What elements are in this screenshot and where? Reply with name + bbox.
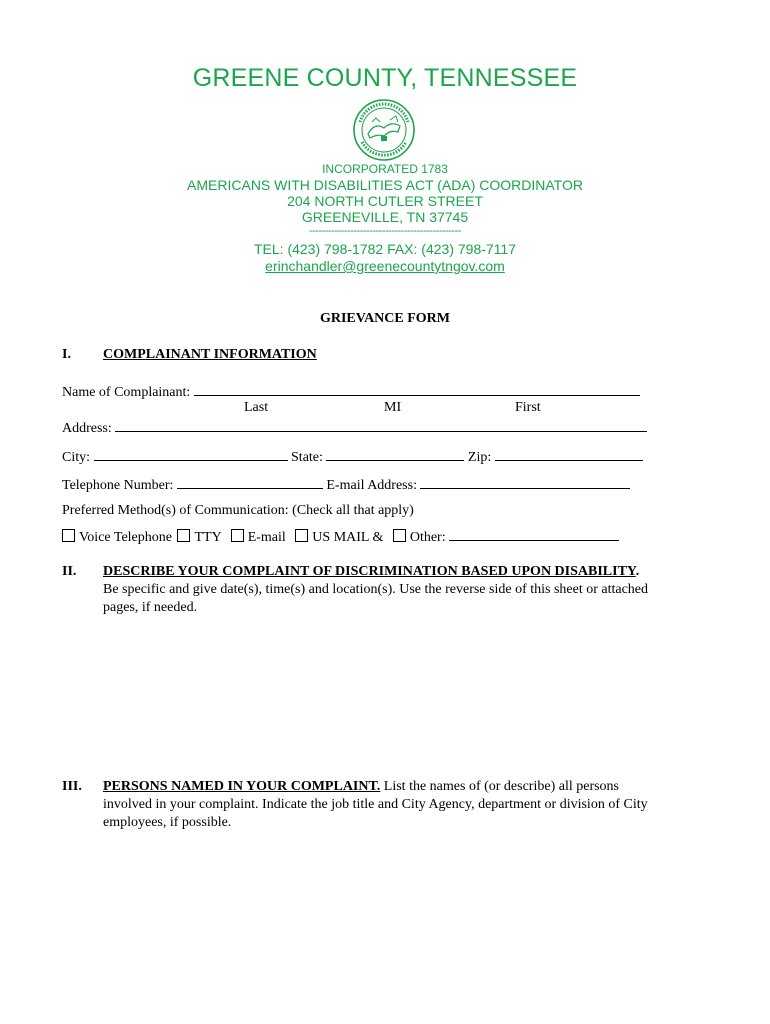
email-label: E-mail Address: (326, 478, 417, 493)
name-label: Name of Complainant: (62, 385, 191, 400)
section3-line1-rest: List the names of (or describe) all persons (380, 779, 620, 794)
phone-label: Telephone Number: (62, 478, 174, 493)
tty-label: TTY (194, 530, 222, 545)
voice-telephone-checkbox[interactable] (62, 529, 75, 542)
persons-named-area[interactable] (103, 840, 693, 1000)
section2-heading: DESCRIBE YOUR COMPLAINT OF DISCRIMINATION BASED UPON DISABILITY (103, 564, 636, 579)
name-sub-first: First (515, 400, 541, 415)
communication-options (62, 528, 619, 546)
email-link[interactable]: erinchandler@greenecountytngov.com (265, 258, 505, 274)
name-sub-last: Last (244, 400, 269, 415)
street-line: 204 NORTH CUTLER STREET (287, 193, 483, 209)
header-divider: ------------------------------------------------ (309, 225, 461, 237)
section3-line3: employees, if possible. (103, 815, 232, 830)
tty-checkbox[interactable] (177, 529, 190, 542)
city-line: GREENEVILLE, TN 37745 (301, 209, 469, 225)
section3-line2: involved in your complaint. Indicate the job title and City Agency, department or division of City (103, 797, 648, 812)
city-state-zip-row (62, 448, 643, 466)
email-field[interactable] (420, 476, 630, 489)
zip-field[interactable] (495, 448, 643, 461)
county-title: GREENE COUNTY, TENNESSEE (192, 64, 578, 92)
incorporated-text: INCORPORATED 1783 (322, 162, 448, 176)
section3-line1 (103, 778, 648, 796)
other-label: Other: (409, 530, 446, 545)
other-field[interactable] (449, 528, 619, 541)
name-field[interactable] (194, 383, 640, 396)
state-field[interactable] (326, 448, 464, 461)
voice-telephone-label: Voice Telephone (79, 530, 172, 545)
phone-fax-line: TEL: (423) 798-1782 FAX: (423) 798-7117 (253, 241, 516, 257)
state-label: State: (291, 450, 323, 465)
section2-heading-end: . (635, 564, 640, 579)
zip-label: Zip: (467, 450, 492, 465)
phone-email-row (62, 476, 630, 494)
address-label: Address: (62, 421, 112, 436)
email-checkbox[interactable] (231, 529, 244, 542)
phone-field[interactable] (177, 476, 323, 489)
name-row (62, 383, 640, 401)
section1-number: I. (62, 347, 71, 362)
email-option-label: E-mail (247, 530, 286, 545)
section2-number: II. (62, 564, 77, 579)
section1-heading: COMPLAINANT INFORMATION (103, 347, 317, 362)
section3-number: III. (62, 779, 82, 794)
us-mail-checkbox[interactable] (295, 529, 308, 542)
complaint-description-area[interactable] (103, 625, 693, 765)
section2-line2: pages, if needed. (103, 600, 198, 615)
section2-instructions (103, 581, 648, 617)
form-title: GRIEVANCE FORM (319, 311, 451, 326)
city-label: City: (62, 450, 91, 465)
other-checkbox[interactable] (393, 529, 406, 542)
city-field[interactable] (94, 448, 288, 461)
section2-heading-row (103, 564, 639, 580)
section3-block (103, 778, 648, 832)
section2-line1: Be specific and give date(s), time(s) and location(s). Use the reverse side of this sheet or attached (103, 582, 649, 597)
office-line: AMERICANS WITH DISABILITIES ACT (ADA) COORDINATOR (187, 177, 583, 193)
preferred-method-label: Preferred Method(s) of Communication: (Check all that apply) (62, 503, 414, 518)
address-field[interactable] (115, 419, 647, 432)
name-sub-mi: MI (384, 400, 402, 415)
section3-heading: PERSONS NAMED IN YOUR COMPLAINT. (103, 779, 381, 794)
county-seal-icon (352, 98, 416, 162)
address-row (62, 419, 647, 437)
us-mail-label: US MAIL & (312, 530, 384, 545)
